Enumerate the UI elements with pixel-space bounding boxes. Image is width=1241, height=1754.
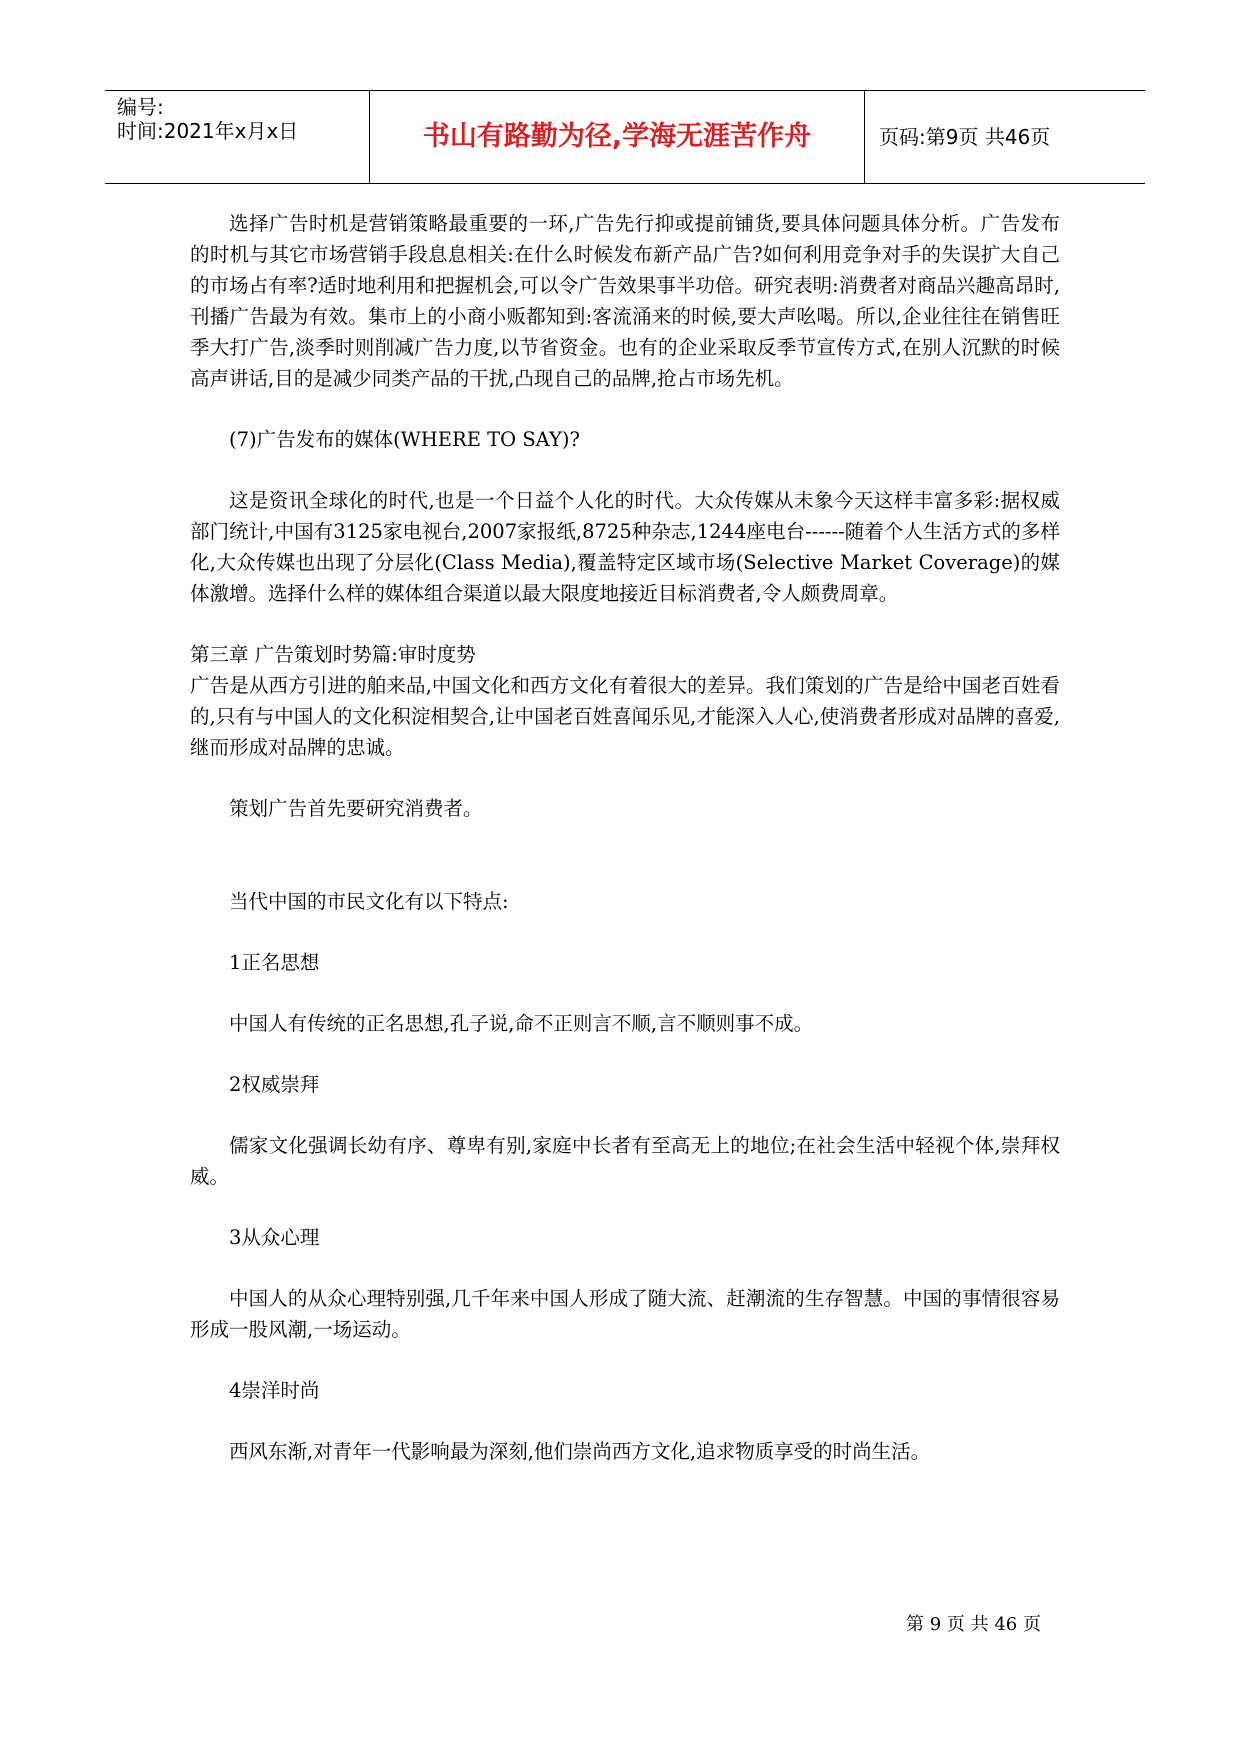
- header-motto: 书山有路勤为径,学海无涯苦作舟: [422, 121, 812, 152]
- subheading-naming: 1正名思想: [229, 951, 320, 974]
- header-motto-cell: [370, 91, 865, 183]
- header-page-info: 页码:第9页 共46页: [879, 125, 1051, 149]
- header-page-cell: [865, 91, 1145, 183]
- paragraph-civic-culture-intro: 当代中国的市民文化有以下特点:: [229, 890, 509, 913]
- subheading-authority: 2权威崇拜: [229, 1073, 320, 1096]
- subheading-conformity: 3从众心理: [229, 1226, 320, 1249]
- page-header: [105, 90, 1145, 184]
- paragraph-western-fashion: 西风东渐,对青年一代影响最为深刻,他们崇尚西方文化,追求物质享受的时尚生活。: [229, 1440, 931, 1463]
- document-body: [190, 208, 1060, 1467]
- paragraph-culture: 广告是从西方引进的舶来品,中国文化和西方文化有着很大的差异。我们策划的广告是给中国老百姓看的,只有与中国人的文化积淀相契合,让中国老百姓喜闻乐见,才能深入人心,使消费者形成对品牌的喜爱,继而形成对品牌的忠诚。: [190, 674, 1060, 759]
- header-meta-cell: [105, 91, 370, 183]
- document-time-label: 时间:2021年x月x日: [117, 119, 299, 143]
- section-heading-media: (7)广告发布的媒体(WHERE TO SAY)?: [229, 428, 580, 451]
- paragraph-conformity: 中国人的从众心理特别强,几千年来中国人形成了随大流、赶潮流的生存智慧。中国的事情很容易形成一股风潮,一场运动。: [190, 1287, 1060, 1341]
- subheading-western-fashion: 4崇洋时尚: [229, 1379, 320, 1402]
- paragraph-ad-timing: 选择广告时机是营销策略最重要的一环,广告先行抑或提前铺货,要具体问题具体分析。广告发布的时机与其它市场营销手段息息相关:在什么时候发布新产品广告?如何利用竞争对手的失误扩大自己的市场占有率?适时地利用和把握机会,可以令广告效果事半功倍。研究表明:消费者对商品兴趣高昂时,刊播广告最为有效。集市上的小商小贩都知到:客流涌来的时候,要大声吆喝。所以,企业往往在销售旺季大打广告,淡季时则削减广告力度,以节省资金。也有的企业采取反季节宣传方式,在别人沉默的时候高声讲话,目的是减少同类产品的干扰,凸现自己的品牌,抢占市场先机。: [190, 212, 1060, 390]
- paragraph-research-consumers: 策划广告首先要研究消费者。: [229, 797, 483, 820]
- document-number-label: 编号:: [117, 95, 164, 119]
- page-footer: 第 9 页 共 46 页: [906, 1614, 1041, 1635]
- paragraph-media: 这是资讯全球化的时代,也是一个日益个人化的时代。大众传媒从未象今天这样丰富多彩:据权威部门统计,中国有3125家电视台,2007家报纸,8725种杂志,1244座电台------随着个人生活方式的多样化,大众传媒也出现了分层化(Class Media),覆盖特定区域市场(Selective Market Coverage)的媒体激增。选择什么样的媒体组合渠道以最大限度地接近目标消费者,令人颇费周章。: [190, 489, 1060, 605]
- paragraph-naming: 中国人有传统的正名思想,孔子说,命不正则言不顺,言不顺则事不成。: [229, 1012, 814, 1035]
- paragraph-authority: 儒家文化强调长幼有序、尊卑有别,家庭中长者有至高无上的地位;在社会生活中轻视个体,崇拜权威。: [190, 1134, 1060, 1188]
- chapter-heading: 第三章 广告策划时势篇:审时度势: [190, 643, 476, 666]
